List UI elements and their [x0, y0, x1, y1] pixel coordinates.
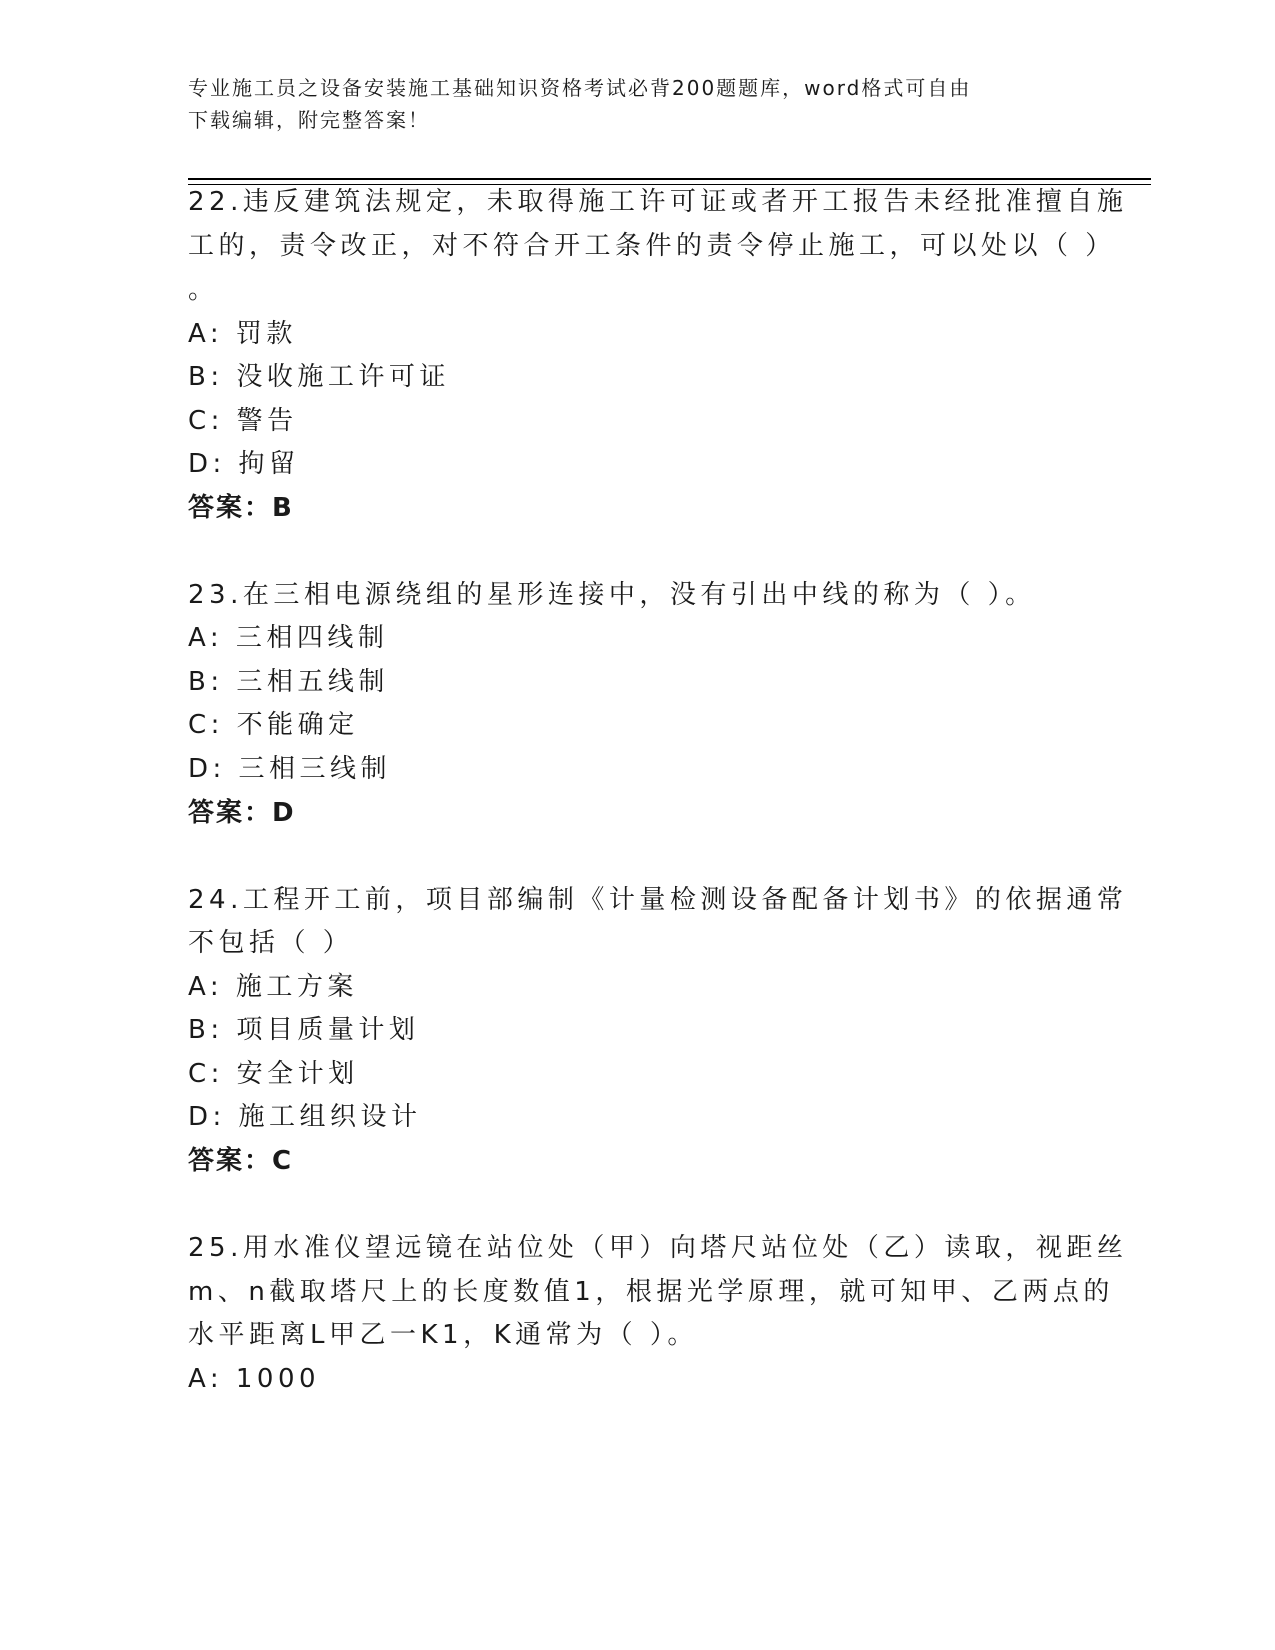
question-24-option-c: C: 安全计划 — [188, 1059, 359, 1089]
question-25-stem-line-1: 25.用水准仪望远镜在站位处（甲）向塔尺站位处（乙）读取，视距丝 — [188, 1233, 1128, 1263]
question-23-stem-line-1: 23.在三相电源绕组的星形连接中，没有引出中线的称为（ ）。 — [188, 580, 1036, 610]
header-divider — [188, 178, 1151, 180]
document-header — [188, 72, 1088, 136]
question-23-answer: 答案：D — [188, 798, 296, 828]
question-22-option-d: D: 拘留 — [188, 449, 300, 479]
question-25-option-a: A: 1000 — [188, 1364, 321, 1394]
question-25-stem-line-3: 水平距离L甲乙一K1，K通常为（ ）。 — [188, 1320, 698, 1350]
question-24-stem-line-2: 不包括（ ） — [188, 928, 354, 958]
question-22-option-b: B: 没收施工许可证 — [188, 362, 450, 392]
question-22-option-c: C: 警告 — [188, 406, 298, 436]
question-23-option-b: B: 三相五线制 — [188, 667, 389, 697]
question-22-stem-line-2: 工的，责令改正，对不符合开工条件的责令停止施工，可以处以（ ） — [188, 231, 1116, 261]
question-24-option-b: B: 项目质量计划 — [188, 1015, 420, 1045]
question-24-answer: 答案：C — [188, 1146, 294, 1176]
question-22-answer: 答案：B — [188, 493, 294, 523]
question-25-stem-line-2: m、n截取塔尺上的长度数值1，根据光学原理，就可知甲、乙两点的 — [188, 1277, 1114, 1307]
question-23-option-a: A: 三相四线制 — [188, 623, 389, 653]
header-line-2: 下载编辑，附完整答案！ — [188, 108, 430, 132]
question-23-option-d: D: 三相三线制 — [188, 754, 392, 784]
question-23-option-c: C: 不能确定 — [188, 710, 359, 740]
question-22-stem-line-1: 22.违反建筑法规定，未取得施工许可证或者开工报告未经批准擅自施 — [188, 187, 1128, 217]
header-line-1: 专业施工员之设备安装施工基础知识资格考试必背200题题库，word格式可自由 — [188, 76, 972, 100]
question-22-option-a: A: 罚款 — [188, 319, 297, 349]
question-24-option-a: A: 施工方案 — [188, 972, 358, 1002]
question-22-stem-line-3: 。 — [188, 275, 219, 305]
question-24-option-d: D: 施工组织设计 — [188, 1102, 422, 1132]
question-24-stem-line-1: 24.工程开工前，项目部编制《计量检测设备配备计划书》的依据通常 — [188, 885, 1128, 915]
